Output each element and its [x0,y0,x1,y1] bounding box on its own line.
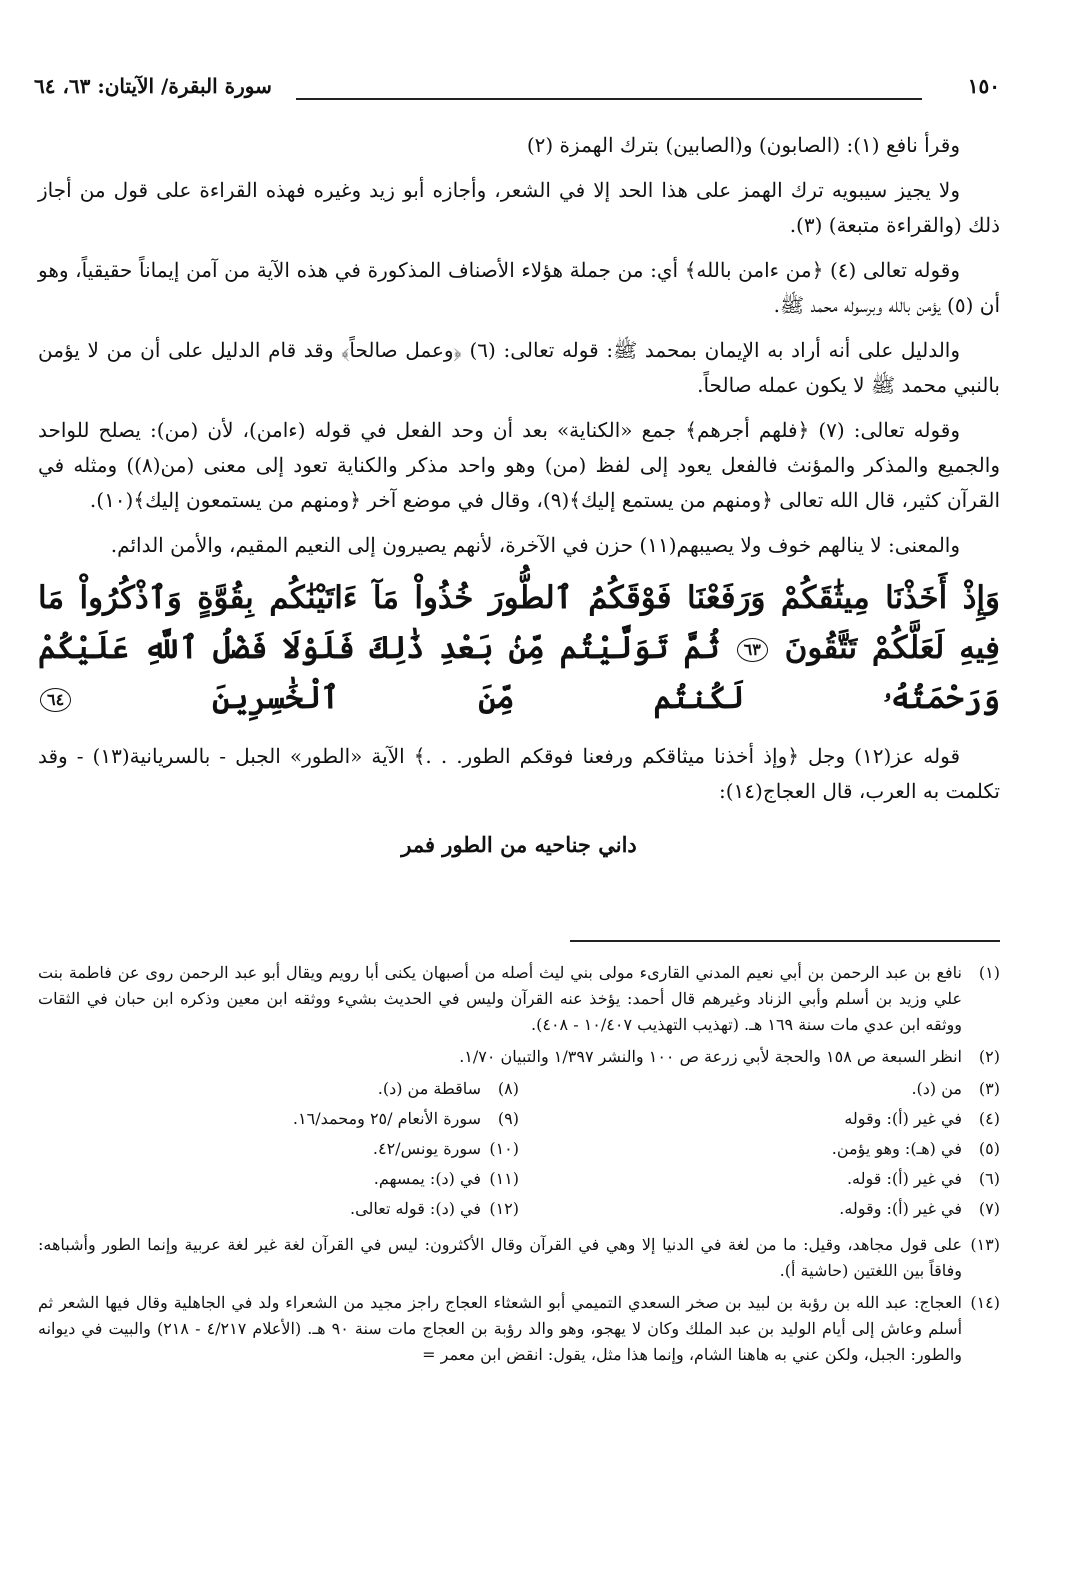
footnote-number: (٣) [978,1079,1000,1098]
footnote-text: في غير (أ): وقوله [844,1109,962,1128]
paragraph: ولا يجيز سيبويه ترك الهمز على هذا الحد إلا في الشعر، وأجازه أبو زيد وغيره فهذه القراءة على قول من أجاز ذلك (والقراءة متبعة) (٣). [38,178,1000,237]
footnote [38,960,1000,1038]
footnote-separator [570,940,1000,942]
paragraph: والدليل على أنه أراد به الإيمان بمحمد ﷺ: قوله تعالى: (٦) ﴿وعمل صالحاً﴾ وقد قام الدليل على أن من لا يؤمن بالنبي محمد ﷺ لا يكون عمله صالحاً. [38,338,1000,397]
footnote-text: سورة يونس/٤٢. [372,1139,481,1158]
footnote-text: في (هـ): وهو يؤمن. [831,1139,962,1158]
paragraph: وقوله تعالى: (٧) ﴿فلهم أجرهم﴾ جمع «الكناية» بعد أن وحد الفعل في قوله (ءامن)، لأن (من): يصلح للواحد والجميع والمذكر والمؤنث فالفعل يعود إلى لفظ (من) وهو واحد مذكر والكناية تعود إلى معنى (من(٨)) ومثله في القرآن كثير، قال الله تعالى ﴿ومنهم من يستمع إليك﴾(٩)، وقال في موضع آخر ﴿ومنهم من يستمعون إليك﴾(١٠). [38,418,1000,512]
paragraph: والمعنى: لا ينالهم خوف ولا يصيبهم(١١) حزن في الآخرة، لأنهم يصيرون إلى النعيم المقيم، والأمن الدائم. [110,533,960,557]
footnote [38,1232,1000,1284]
footnote-number: (١٠) [489,1139,519,1158]
footnote-column-left [38,1076,519,1226]
verse-number-marker: ٦٣ [737,638,768,662]
footnote-text: في (د): يمسهم. [373,1169,481,1188]
footnote-text: نافع بن عبد الرحمن بن أبي نعيم المدني القارىء مولى بني ليث أصله من أصبهان يكنى أبا رويم ويقال أبو عبد الرحمن روى عن فاطمة بنت علي وزيد بن أسلم وأبي الزناد وغيرهم قال أحمد: يؤخذ عنه القرآن وليس في الحديث بشيء ووثقه ابن معين وذكره ابن حبان في الثقات ووثقه ابن عدي مات سنة ١٦٩ هـ. (تهذيب التهذيب ١٠/٤٠٧ - ٤٠٨). [38,963,963,1034]
footnote-text: ساقطة من (د). [377,1079,481,1098]
footnote [38,1044,1000,1070]
footnote-text: في غير (أ): قوله. [846,1169,962,1188]
footnote-text: سورة الأنعام /٢٥ ومحمد/١٦. [292,1109,481,1128]
footnote [519,1136,1000,1162]
footnote [519,1166,1000,1192]
footnote-number: (٤) [978,1109,1000,1128]
footnote-number: (١١) [489,1169,519,1188]
footnote [519,1106,1000,1132]
running-header [34,74,1000,104]
footnote [38,1076,519,1102]
footnote-number: (١٣) [970,1235,1000,1254]
paragraph: وقوله تعالى (٤) ﴿من ءامن بالله﴾ أي: من جملة هؤلاء الأصناف المذكورة في هذه الآية من آمن إيماناً حقيقياً، وهو أن (٥) يؤمن بالله وبرسوله محمد ﷺ. [38,258,1000,317]
verse-text: ثُمَّ تَوَلَّيْتُم مِّنۢ بَعْدِ ذَٰلِكَ فَلَوْلَا فَضْلُ ٱللَّهِ عَلَيْكُمْ وَرَحْمَتُهُۥ لَكُنتُم مِّنَ ٱلْخَٰسِرِينَ [38,630,1000,716]
paragraph: قوله عز(١٢) وجل ﴿وإذ أخذنا ميثاقكم ورفعنا فوقكم الطور. . .﴾ الآية «الطور» الجبل - بالسريانية(١٣) - وقد تكلمت به العرب، قال العجاج(١٤): [38,744,1000,803]
footnote-text: في غير (أ): وقوله. [839,1199,962,1218]
footnote [38,1136,519,1162]
footnote-columns [38,1076,1000,1226]
verse-number-marker: ٦٤ [40,688,71,712]
footnote-number: (١٢) [489,1199,519,1218]
footnote-number: (٥) [978,1139,1000,1158]
footnotes [38,960,1000,1374]
footnote-number: (٦) [978,1169,1000,1188]
footnote [38,1166,519,1192]
footnote-text: على قول مجاهد، وقيل: ما من لغة في الدنيا إلا وهي في القرآن وقال الأكثرون: ليس في القرآن لغة غير لغة عربية وإنما الطور وأشباهه: وفاقاً بين اللغتين (حاشية أ). [38,1235,962,1280]
main-text [38,128,1000,862]
footnote [519,1076,1000,1102]
footnote [38,1290,1000,1368]
header-rule [296,98,922,100]
paragraph: وقرأ نافع (١): (الصابون) و(الصابين) بترك الهمزة (٢) [526,133,960,157]
footnote-text: انظر السبعة ص ١٥٨ والحجة لأبي زرعة ص ١٠٠ والنشر ١/٣٩٧ والتبيان ١/٧٠. [459,1047,962,1066]
poem-line: داني جناحيه من الطور فمر [401,832,637,857]
footnote-text: في (د): قوله تعالى. [350,1199,481,1218]
footnote-text: العجاج: عبد الله بن رؤبة بن لبيد بن صخر السعدي التميمي أبو الشعثاء العجاج راجز مجيد من الشعراء ولد في الجاهلية وقال فيها الشعر ثم أسلم وعاش إلى أيام الوليد بن عبد الملك وكان لا يهجو، وهو والد رؤبة بن العجاج مات سنة ٩٠ هـ. (الأعلام ٤/٢١٧ - ٢١٨) والبيت في ديوانه والطور: الجبل، ولكن عني به هاهنا الشام، وإنما هذا مثل، يقول: انقض ابن معمر = [38,1293,963,1364]
footnote [38,1196,519,1222]
running-title: سورة البقرة/ الآيتان: ٦٣، ٦٤ [34,74,272,98]
footnote-column-right [519,1076,1000,1226]
footnote-number: (١٤) [970,1293,1000,1312]
quran-verse [38,573,1000,723]
verse-text: وَإِذْ أَخَذْنَا مِيثَٰقَكُمْ وَرَفَعْنَا فَوْقَكُمُ ٱلطُّورَ خُذُواْ مَآ ءَاتَيْنَٰكُم بِقُوَّةٍ وَٱذْكُرُواْ مَا فِيهِ لَعَلَّكُمْ تَتَّقُونَ [38,580,1000,666]
page-number: ١٥٠ [967,74,1000,98]
footnote-text: من (د). [911,1079,962,1098]
footnote-number: (٨) [497,1079,519,1098]
footnote-number: (٧) [978,1199,1000,1218]
footnote-number: (١) [978,963,1001,982]
footnote [38,1106,519,1132]
footnote-number: (٩) [497,1109,519,1128]
footnote-number: (٢) [978,1047,1000,1066]
footnote [519,1196,1000,1222]
